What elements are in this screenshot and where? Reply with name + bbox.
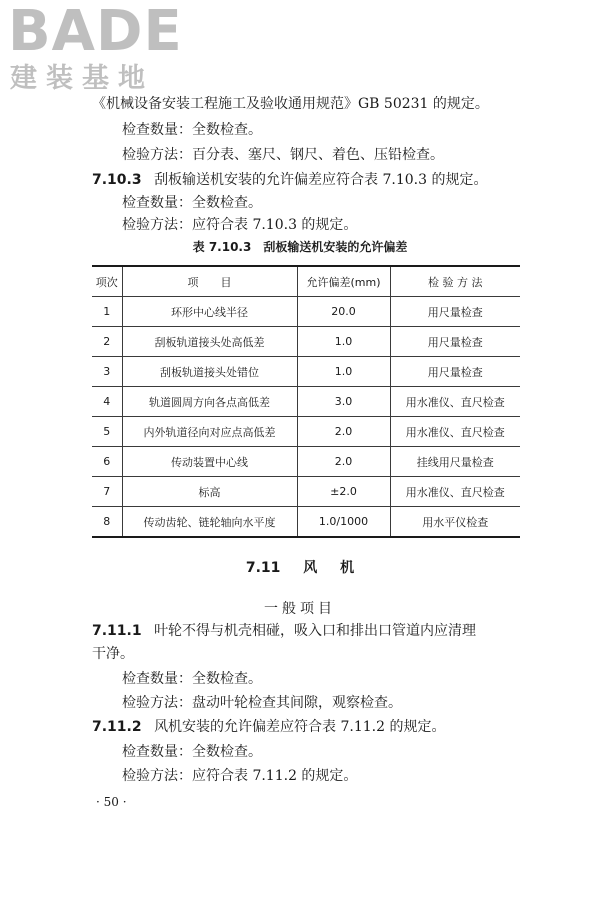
clause-number: 7.10.3	[92, 172, 142, 188]
cell-index: 8	[92, 507, 122, 538]
cell-tolerance: 20.0	[297, 297, 390, 327]
cell-tolerance: 2.0	[297, 417, 390, 447]
intro-line-2: 检查数量：全数检查。	[122, 122, 262, 138]
cell-tolerance: 3.0	[297, 387, 390, 417]
table-row	[92, 387, 520, 417]
cell-tolerance: 1.0	[297, 327, 390, 357]
table-row	[92, 477, 520, 507]
table-row	[92, 327, 520, 357]
cell-method: 用水平仪检查	[390, 507, 520, 538]
cell-index: 4	[92, 387, 122, 417]
cell-index: 2	[92, 327, 122, 357]
clause-number: 7.11.2	[92, 719, 142, 735]
cell-item: 内外轨道径向对应点高低差	[122, 417, 297, 447]
clause-7-11-1-method: 检验方法：盘动叶轮检查其间隙，观察检查。	[122, 695, 402, 711]
clause-7-11-1-cont: 干净。	[92, 646, 134, 662]
intro-line-1: 《机械设备安装工程施工及验收通用规范》GB 50231 的规定。	[92, 96, 489, 112]
section-subtitle: 一般项目	[264, 601, 336, 617]
cell-item: 刮板轨道接头处高低差	[122, 327, 297, 357]
cell-item: 标高	[122, 477, 297, 507]
clause-text: 风机安装的允许偏差应符合表 7.11.2 的规定。	[154, 719, 446, 735]
clause-7-11-2	[92, 718, 446, 736]
logo-brand: BADE	[8, 0, 183, 64]
cell-index: 6	[92, 447, 122, 477]
clause-7-11-2-qty: 检查数量：全数检查。	[122, 744, 262, 760]
cell-item: 轨道圆周方向各点高低差	[122, 387, 297, 417]
section-title: 7.11 风 机	[245, 560, 355, 576]
cell-method: 用尺量检查	[390, 357, 520, 387]
table-row	[92, 507, 520, 538]
header-method: 检 验 方 法	[390, 266, 520, 297]
clause-7-10-3	[92, 171, 488, 189]
cell-tolerance: 1.0	[297, 357, 390, 387]
cell-item: 传动装置中心线	[122, 447, 297, 477]
cell-method: 用水准仪、直尺检查	[390, 387, 520, 417]
cell-tolerance: 1.0/1000	[297, 507, 390, 538]
cell-item: 刮板轨道接头处错位	[122, 357, 297, 387]
deviation-table	[92, 265, 520, 538]
cell-method: 挂线用尺量检查	[390, 447, 520, 477]
cell-index: 7	[92, 477, 122, 507]
table-row	[92, 297, 520, 327]
clause-7-11-1-qty: 检查数量：全数检查。	[122, 671, 262, 687]
clause-text: 叶轮不得与机壳相碰，吸入口和排出口管道内应清理	[154, 623, 477, 639]
cell-method: 用尺量检查	[390, 327, 520, 357]
table-row	[92, 447, 520, 477]
header-item: 项 目	[122, 266, 297, 297]
clause-7-10-3-method: 检验方法：应符合表 7.10.3 的规定。	[122, 217, 358, 233]
clause-number: 7.11.1	[92, 623, 142, 639]
table-row	[92, 357, 520, 387]
page-number: · 50 ·	[96, 795, 127, 809]
watermark-logo	[8, 0, 183, 104]
cell-method: 用水准仪、直尺检查	[390, 417, 520, 447]
header-tolerance: 允许偏差(mm)	[297, 266, 390, 297]
intro-line-3: 检验方法：百分表、塞尺、钢尺、着色、压铅检查。	[122, 147, 444, 163]
clause-7-10-3-qty: 检查数量：全数检查。	[122, 195, 262, 211]
clause-7-11-1	[92, 622, 476, 640]
cell-method: 用尺量检查	[390, 297, 520, 327]
cell-index: 3	[92, 357, 122, 387]
cell-index: 1	[92, 297, 122, 327]
cell-item: 环形中心线半径	[122, 297, 297, 327]
cell-tolerance: ±2.0	[297, 477, 390, 507]
cell-tolerance: 2.0	[297, 447, 390, 477]
table-row	[92, 417, 520, 447]
table-header-row	[92, 266, 520, 297]
clause-7-11-2-method: 检验方法：应符合表 7.11.2 的规定。	[122, 768, 358, 784]
header-index: 项次	[92, 266, 122, 297]
cell-item: 传动齿轮、链轮轴向水平度	[122, 507, 297, 538]
table-caption: 表 7.10.3 刮板输送机安装的允许偏差	[192, 240, 408, 254]
cell-index: 5	[92, 417, 122, 447]
cell-method: 用水准仪、直尺检查	[390, 477, 520, 507]
clause-text: 刮板输送机安装的允许偏差应符合表 7.10.3 的规定。	[154, 172, 488, 188]
logo-subtitle: 建装基地	[10, 63, 154, 94]
